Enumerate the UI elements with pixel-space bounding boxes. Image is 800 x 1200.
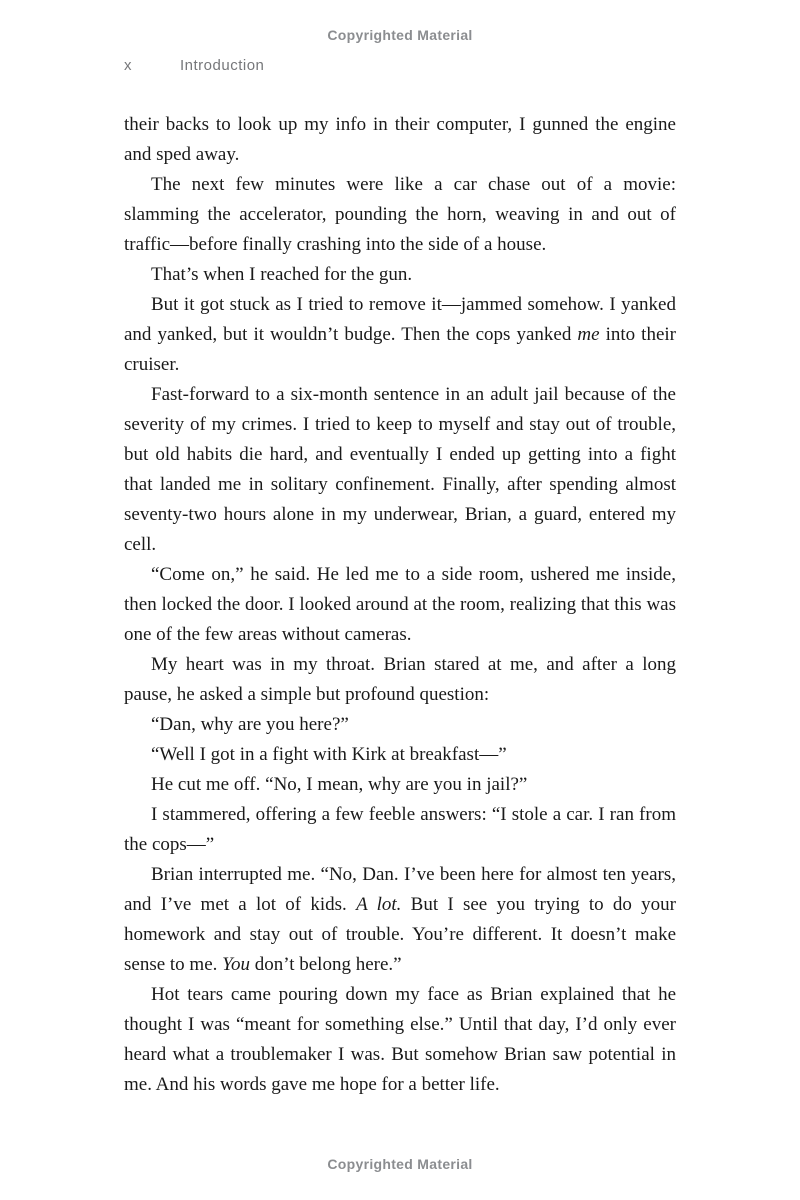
text-run: The next few minutes were like a car chase out of a movie: slamming the accelerator, pounding the horn, weaving in and out of traffic—before finally crashing into the side of a house. [124,174,676,255]
italic-text-run: You [222,954,250,975]
paragraph [124,290,676,380]
italic-text-run: me [577,324,600,345]
copyright-notice-bottom: Copyrighted Material [327,1156,473,1172]
text-run: But I see you trying to do your homework and stay out of trouble. You’re different. It doesn’t make sense to me. [124,894,676,975]
text-run: their backs to look up my info in their computer, I gunned the engine and sped away. [124,114,676,165]
text-run: into their cruiser. [124,324,676,375]
paragraph [124,170,676,260]
paragraph [124,110,676,170]
text-run: Hot tears came pouring down my face as Brian explained that he thought I was “meant for something else.” Until that day, I’d only ever heard what a troublemaker I was. But somehow Brian saw potential in me. And his words gave me hope for a better life. [124,984,676,1095]
text-run: He cut me off. “No, I mean, why are you in jail?” [151,774,528,795]
text-run: “Well I got in a fight with Kirk at breakfast—” [151,744,507,765]
page-number: x [124,57,132,74]
copyright-notice-top: Copyrighted Material [327,27,473,43]
text-run: “Come on,” he said. He led me to a side room, ushered me inside, then locked the door. I looked around at the room, realizing that this was one of the few areas without cameras. [124,564,676,645]
text-run: Fast-forward to a six-month sentence in an adult jail because of the severity of my crimes. I tried to keep to myself and stay out of trouble, but old habits die hard, and eventually I ended up getting into a fight that landed me in solitary confinement. Finally, after spending almost seventy-two hours alone in my underwear, Brian, a guard, entered my cell. [124,384,676,555]
chapter-title: Introduction [180,57,265,74]
text-run: Brian interrupted me. “No, Dan. I’ve been here for almost ten years, and I’ve met a lot of kids. [124,864,676,915]
text-run: “Dan, why are you here?” [151,714,349,735]
paragraph [124,380,676,560]
paragraph [124,740,676,770]
paragraph [124,260,676,290]
text-run: But it got stuck as I tried to remove it—jammed somehow. I yanked and yanked, but it wouldn’t budge. Then the cops yanked [124,294,676,345]
italic-text-run: A lot. [356,894,402,915]
running-header [124,57,676,74]
paragraph [124,770,676,800]
paragraph [124,560,676,650]
text-run: I stammered, offering a few feeble answers: “I stole a car. I ran from the cops—” [124,804,676,855]
body-text [124,110,676,1100]
paragraph [124,710,676,740]
paragraph [124,650,676,710]
text-run: My heart was in my throat. Brian stared at me, and after a long pause, he asked a simple but profound question: [124,654,676,705]
text-run: don’t belong here.” [249,954,402,975]
text-run: That’s when I reached for the gun. [151,264,413,285]
paragraph [124,860,676,980]
paragraph [124,980,676,1100]
paragraph [124,800,676,860]
